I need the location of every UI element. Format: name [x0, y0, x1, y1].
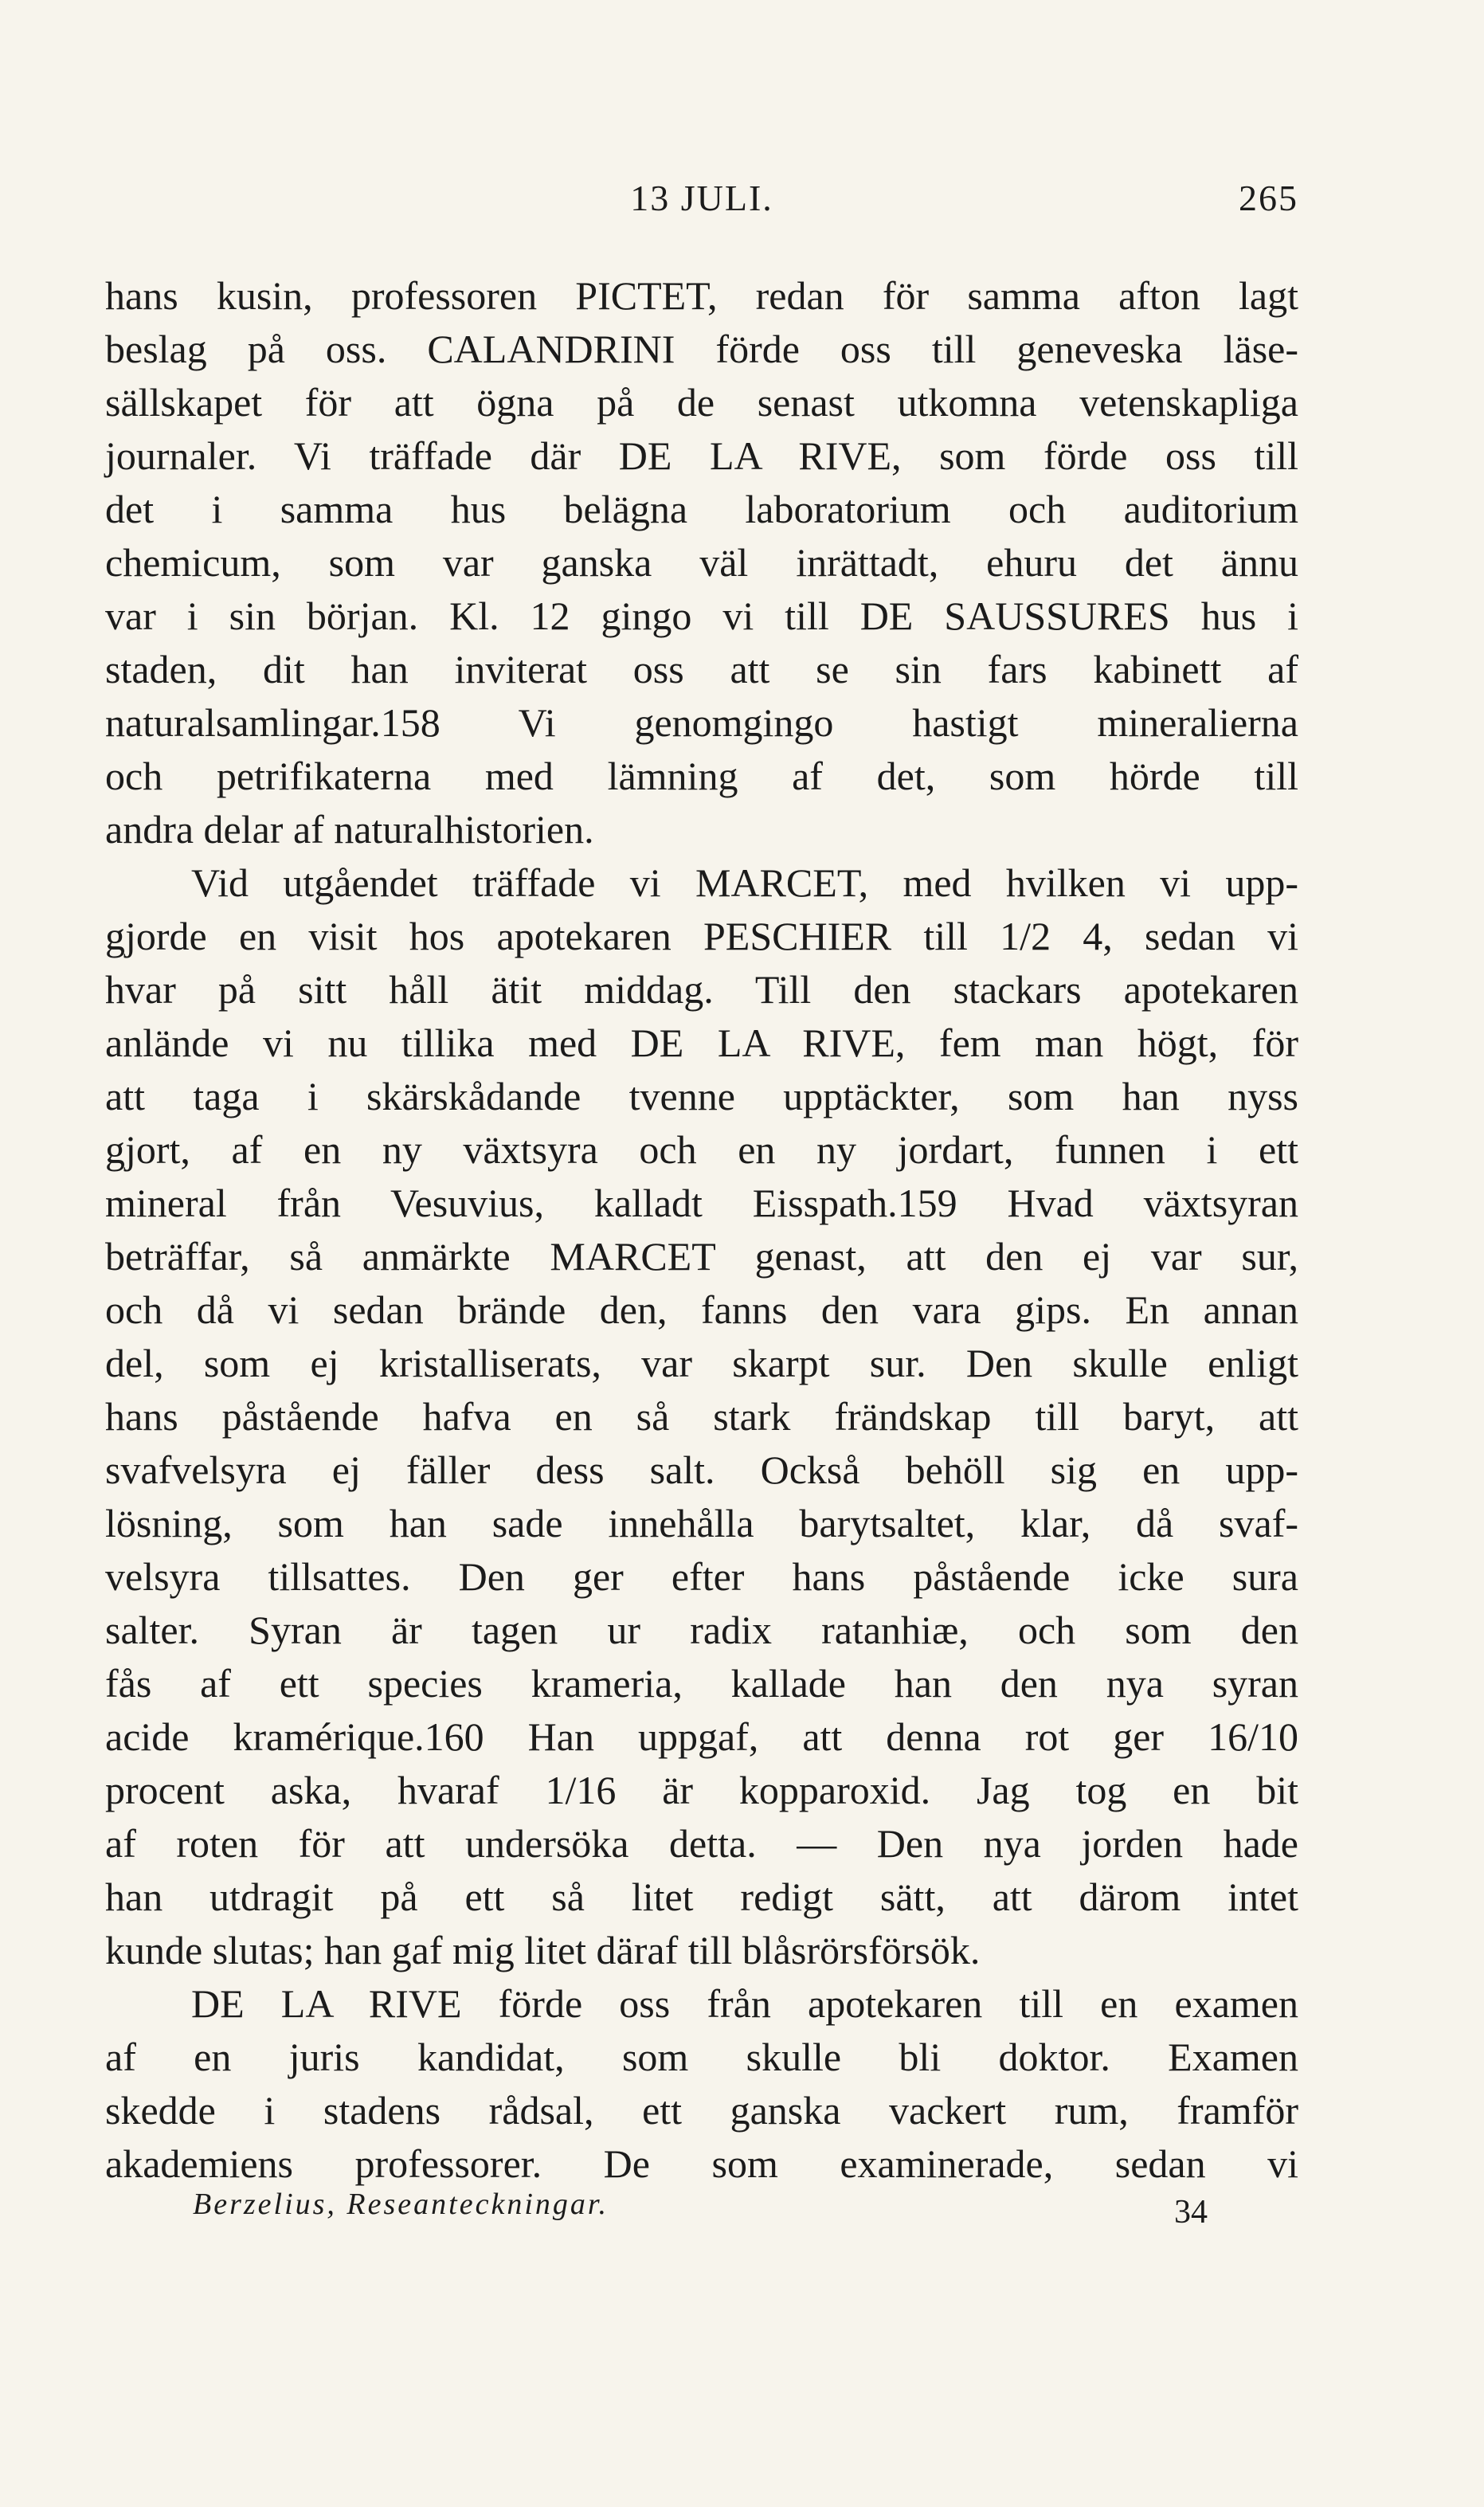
text-line: hvar på sitt håll ätit middag. Till den stackars apotekaren	[105, 967, 1298, 1012]
text-line: af roten för att undersöka detta. — Den nya jorden hade	[105, 1821, 1298, 1866]
text-line: att taga i skärskådande tvenne upptäckter, som han nyss	[105, 1074, 1298, 1118]
page-number: 265	[1239, 178, 1298, 218]
sheet-number: 34	[1174, 2194, 1208, 2231]
text-line: velsyra tillsattes. Den ger efter hans påstående icke sura	[105, 1554, 1298, 1599]
text-line: hans påstående hafva en så stark frändskap till baryt, att	[105, 1394, 1298, 1439]
running-head	[105, 177, 1298, 225]
text-line: och då vi sedan brände den, fanns den vara gips. En annan	[105, 1287, 1298, 1332]
text-line: andra delar af naturalhistorien.	[105, 807, 594, 852]
running-head-title: 13 JULI.	[630, 178, 773, 218]
text-line: del, som ej kristalliserats, var skarpt sur. Den skulle enligt	[105, 1341, 1298, 1385]
text-line: gjort, af en ny växtsyra och en ny jordart, funnen i ett	[105, 1127, 1298, 1172]
text-line: var i sin början. Kl. 12 gingo vi till DE SAUSSURES hus i	[105, 593, 1298, 638]
text-line: lösning, som han sade innehålla barytsaltet, klar, då svaf-	[105, 1501, 1298, 1545]
text-line: staden, dit han inviterat oss att se sin fars kabinett af	[105, 647, 1298, 691]
text-line: skedde i stadens rådsal, ett ganska vackert rum, framför	[105, 2088, 1298, 2133]
text-line: chemicum, som var ganska väl inrättadt, ehuru det ännu	[105, 540, 1298, 585]
text-line: mineral från Vesuvius, kalladt Eisspath.159 Hvad växtsyran	[105, 1181, 1298, 1225]
signature-mark: Berzelius, Reseanteckningar.	[193, 2188, 609, 2221]
text-line: akademiens professorer. De som examinerade, sedan vi	[105, 2141, 1298, 2186]
text-line: DE LA RIVE förde oss från apotekaren till en examen	[191, 1981, 1298, 2026]
text-line: fås af ett species krameria, kallade han den nya syran	[105, 1661, 1298, 1706]
text-line: salter. Syran är tagen ur radix ratanhiæ, och som den	[105, 1608, 1298, 1652]
text-line: det i samma hus belägna laboratorium och auditorium	[105, 487, 1298, 531]
text-line: anlände vi nu tillika med DE LA RIVE, fem man högt, för	[105, 1020, 1298, 1065]
text-line: kunde slutas; han gaf mig litet däraf till blåsrörsförsök.	[105, 1928, 981, 1972]
text-line: beslag på oss. CALANDRINI förde oss till geneveska läse-	[105, 327, 1298, 371]
text-line: af en juris kandidat, som skulle bli doktor. Examen	[105, 2035, 1298, 2079]
text-line: sällskapet för att ögna på de senast utkomna vetenskapliga	[105, 380, 1298, 425]
text-line: Vid utgåendet träffade vi MARCET, med hvilken vi upp-	[191, 860, 1298, 905]
text-line: journaler. Vi träffade där DE LA RIVE, som förde oss till	[105, 433, 1298, 478]
text-line: och petrifikaterna med lämning af det, som hörde till	[105, 754, 1298, 798]
page-footer	[105, 2187, 1298, 2235]
text-line: procent aska, hvaraf 1/16 är kopparoxid. Jag tog en bit	[105, 1768, 1298, 1812]
text-line: gjorde en visit hos apotekaren PESCHIER till 1/2 4, sedan vi	[105, 914, 1298, 958]
body-text	[105, 269, 1298, 2191]
text-line: hans kusin, professoren PICTET, redan för samma afton lagt	[105, 273, 1298, 318]
text-line: acide kramérique.160 Han uppgaf, att denna rot ger 16/10	[105, 1714, 1298, 1759]
text-line: han utdragit på ett så litet redigt sätt, att därom intet	[105, 1874, 1298, 1919]
text-line: svafvelsyra ej fäller dess salt. Också behöll sig en upp-	[105, 1447, 1298, 1492]
text-line: beträffar, så anmärkte MARCET genast, att den ej var sur,	[105, 1234, 1298, 1279]
text-line: naturalsamlingar.158 Vi genomgingo hastigt mineralierna	[105, 700, 1298, 745]
